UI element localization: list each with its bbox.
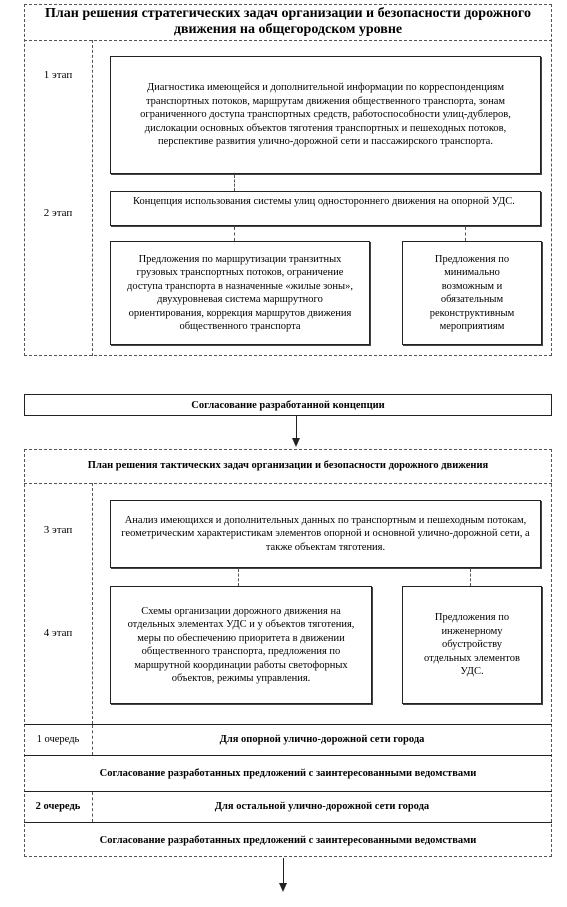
tactical-plan-title: План решения тактических задач организации и безопасности дорожного движения [87,459,489,471]
arrow-concept-line [296,416,297,439]
approval-1-text: Согласование разработанных предложений с заинтересованными ведомствами [99,767,477,779]
stage-1-label: 1 этап [43,69,73,81]
row-divider-4 [24,822,552,823]
stage-2-label: 2 этап [43,207,73,219]
traffic-schemes-box: Схемы организации дорожного движения на отдельных элементах УДС и у объектов тяготения, меры по обеспечению приоритета в движении общественного транспорта, предложения по маршрутной координации работы светофорных объектов, режимы управления. [110,586,372,704]
connector-analysis-engineering [470,569,471,586]
tactical-title-divider [24,483,552,484]
queue-1-label: 1 очередь [36,733,80,745]
reconstruction-proposals-box: Предложения по минимально возможным и обязательным реконструктивным мероприятиям [402,241,542,345]
queue-2-divider [92,792,93,822]
queue-1-text: Для опорной улично-дорожной сети города [219,733,425,745]
queue-2-label: 2 очередь [35,800,81,812]
arrow-down-icon [279,883,287,892]
arrow-final-line [283,858,284,884]
row-divider-3 [24,791,552,792]
connector-analysis-schemes [238,569,239,586]
stage-3-label: 3 этап [43,524,73,536]
engineering-proposals-box: Предложения по инженерному обустройству отдельных элементов УДС. [402,586,542,704]
connector-concept-reconstruct [465,227,466,241]
routing-proposals-box: Предложения по маршрутизации транзитных грузовых транспортных потоков, ограничение доступа транспорта в назначенные «жилые зоны», двухуровневая система маршрутного ориентирования, коррекция маршрутов движения общественного транспорта [110,241,370,345]
row-divider-2 [24,755,552,756]
arrow-down-icon [292,438,300,447]
analysis-box: Анализ имеющихся и дополнительных данных по транспортным и пешеходным потокам, геометрическим характеристикам элементов опорной и основной улично-дорожной сети, а также объектам тяготения. [110,500,541,568]
diagnostics-box: Диагностика имеющейся и дополнительной информации по корреспонденциям транспортных потоков, маршрутам движения общественного транспорта, зонам ограниченного доступа транспортных средств, работоспособности улиц-дублеров, дислокации основных объектов тяготения транспортных и пешеходных потоков, перспективе развития улично-дорожной сети и пассажирского транспорта. [110,56,541,174]
stage-4-label: 4 этап [43,627,73,639]
approval-2-text: Согласование разработанных предложений с заинтересованными ведомствами [99,834,477,846]
connector-diagnostics-concept [234,175,235,191]
queue-2-text: Для остальной улично-дорожной сети города [214,800,430,812]
connector-concept-routing [234,227,235,241]
strategic-column-divider [92,40,93,356]
strategic-title-divider [24,40,552,41]
concept-box: Концепция использования системы улиц одностороннего движения на опорной УДС. [110,191,541,226]
tactical-column-divider [92,483,93,724]
row-divider-1 [24,724,552,725]
queue-1-divider [92,725,93,755]
strategic-plan-title: План решения стратегических задач организации и безопасности дорожного движения на общегородском уровне [45,6,531,37]
concept-approval-box: Согласование разработанной концепции [24,394,552,416]
